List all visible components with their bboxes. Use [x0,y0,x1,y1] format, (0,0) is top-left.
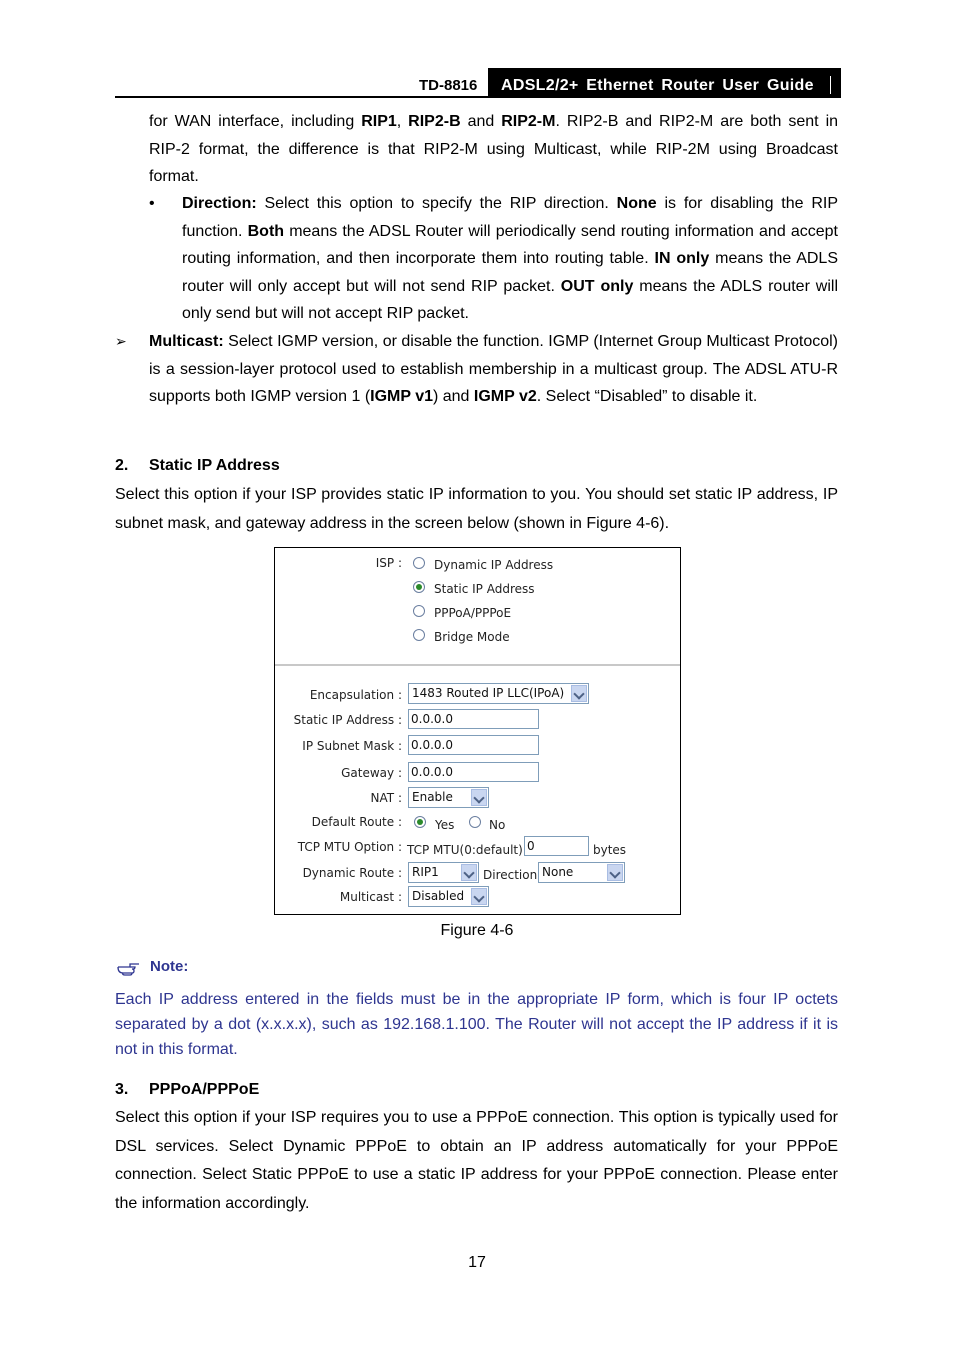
bullet-dot: • [149,195,155,212]
default-route-yes-radio[interactable] [414,816,426,828]
static-ip-label: Static IP Address : [293,713,402,727]
note-heading: Note: [150,958,189,975]
gateway-label: Gateway : [341,766,402,780]
default-route-no-text: No [489,818,506,832]
note-text: Each IP address entered in the fields must be in the appropriate IP form, which is four IP octets separated by a dot (x.x.x.x), such as 192.168.1.100. The Router will not accept the IP address if it is not in this format. [115,991,838,1058]
section-2-number: 2. [115,457,129,474]
intro-paragraph: for WAN interface, including RIP1, RIP2-B and RIP2-M. RIP2-B and RIP2-M are both sent in RIP-2 format, the difference is that RIP2-M using Multicast, while RIP-2M using Broadcast format. [149,113,839,185]
tcp-mtu-prefix: TCP MTU(0:default) [407,843,523,857]
header-rule [115,96,841,98]
multicast-label: Multicast : [339,890,402,904]
dynamic-route-label: Dynamic Route : [302,866,402,880]
arrow-bullet-icon: ➢ [115,333,127,349]
section-2-body: Select this option if your ISP provides static IP information to you. You should set static IP address, IP subnet mask, and gateway address in the screen below (shown in Figure 4-6). [115,486,838,532]
figure-wan-settings [274,547,681,915]
section-3-number: 3. [115,1081,129,1098]
direction-paragraph: Direction: Select this option to specify the RIP direction. None is for disabling the RIP function. Both means the ADSL Router will periodically send routing information and accept routing information, and then incorporate them into routing table. IN only means the ADLS router will only accept but will not send RIP packet. OUT only means the ADLS router will only send but will not accept RIP packet. [182,195,839,322]
header-title: ADSL2/2+ Ethernet Router User Guide [501,77,814,94]
gateway-input[interactable]: 0.0.0.0 [408,762,539,782]
tcp-mtu-label: TCP MTU Option : [297,840,402,854]
isp-option-dynamic: Dynamic IP Address [434,558,554,572]
isp-radio-static[interactable] [413,581,425,593]
encapsulation-select[interactable]: 1483 Routed IP LLC(IPoA) [408,683,589,704]
figure-divider [275,664,680,666]
subnet-mask-input[interactable]: 0.0.0.0 [408,735,539,755]
section-3-title: PPPoA/PPPoE [149,1081,260,1098]
isp-option-bridge: Bridge Mode [434,630,510,644]
isp-option-pppoe: PPPoA/PPPoE [434,606,512,620]
header-model: TD-8816 [419,77,478,94]
direction-label: Direction [483,868,538,882]
nat-select[interactable]: Enable [408,787,489,808]
direction-select[interactable]: None [538,862,625,883]
chevron-down-icon [607,864,623,881]
default-route-yes-text: Yes [435,818,455,832]
static-ip-input[interactable]: 0.0.0.0 [408,709,539,729]
multicast-paragraph: Multicast: Select IGMP version, or disable the function. IGMP (Internet Group Multicast Protocol) is a session-layer protocol used to establish membership in a multicast group. The ADSL ATU-R supports both IGMP version 1 (IGMP v1) and IGMP v2. Select “Disabled” to disable it. [149,333,838,405]
pointing-hand-icon [117,960,141,976]
nat-label: NAT : [370,791,402,805]
default-route-no-radio[interactable] [469,816,481,828]
header-divider [830,76,831,94]
chevron-down-icon [471,789,487,806]
subnet-mask-label: IP Subnet Mask : [302,739,402,753]
tcp-mtu-unit: bytes [593,843,627,857]
tcp-mtu-input[interactable]: 0 [524,836,589,856]
section-2-title: Static IP Address [149,457,280,474]
page-number: 17 [468,1254,486,1271]
multicast-select[interactable]: Disabled [408,886,489,907]
isp-radio-pppoe[interactable] [413,605,425,617]
isp-radio-bridge[interactable] [413,629,425,641]
isp-label: ISP : [375,556,402,570]
isp-radio-dynamic[interactable] [413,557,425,569]
figure-caption: Figure 4-6 [440,922,514,939]
default-route-label: Default Route : [311,815,402,829]
section-3-body: Select this option if your ISP requires you to use a PPPoE connection. This option is typically used for DSL services. Select Dynamic PPPoE to obtain an IP address automatically for your PPPoE connection. Select Static PPPoE to use a static IP address for your PPPoE connection. Please enter the information accordingly. [115,1109,838,1213]
encapsulation-label: Encapsulation : [309,688,402,702]
chevron-down-icon [471,888,487,905]
isp-option-static: Static IP Address [434,582,535,596]
chevron-down-icon [571,685,587,702]
dynamic-route-select[interactable]: RIP1 [408,862,479,883]
chevron-down-icon [461,864,477,881]
